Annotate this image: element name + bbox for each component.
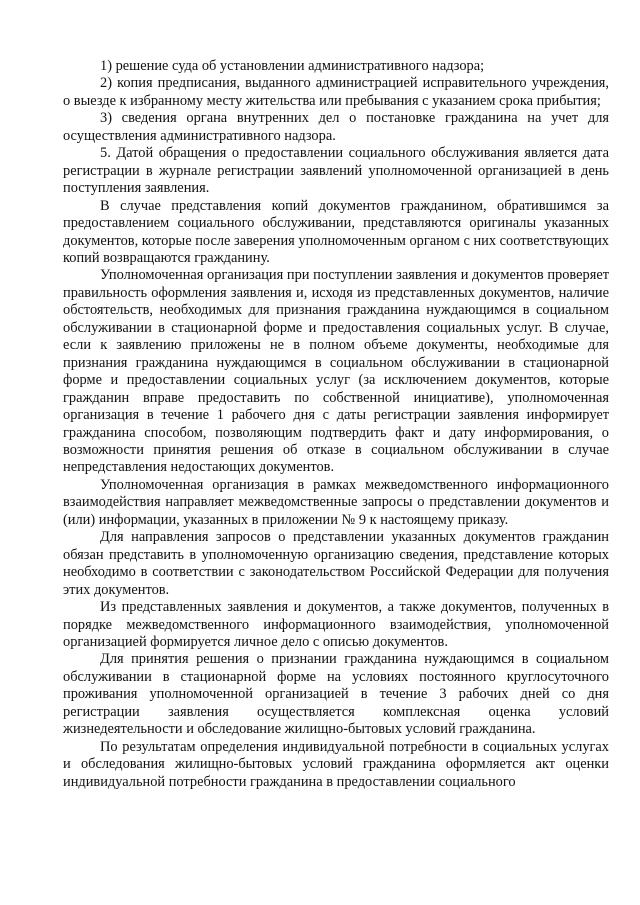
paragraph-4: 5. Датой обращения о предоставлении социального обслуживания является дата регистрации в журнале регистрации заявлений уполномоченной организацией в день поступления заявления. xyxy=(63,145,609,197)
document-page xyxy=(63,58,609,791)
paragraph-8: Для направления запросов о представлении указанных документов гражданин обязан представить в уполномоченную организацию сведения, представление которых необходимо в соответствии с законодательством Российской Федерации для получения этих документов. xyxy=(63,529,609,598)
paragraph-11: По результатам определения индивидуальной потребности в социальных услугах и обследования жилищно-бытовых условий гражданина оформляется акт оценки индивидуальной потребности гражданина в предоставлении социального xyxy=(63,738,609,790)
paragraph-5: В случае представления копий документов гражданином, обратившимся за предоставлением социального обслуживании, представляются оригиналы указанных документов, которые после заверения уполномоченным органом с них соответствующих копий возвращаются гражданину. xyxy=(63,197,609,266)
paragraph-9: Из представленных заявления и документов, а также документов, полученных в порядке межведомственного информационного взаимодействия, уполномоченной организацией формируется личное дело с описью документов. xyxy=(63,599,609,650)
paragraph-3: 3) сведения органа внутренних дел о постановке гражданина на учет для осуществления административного надзора. xyxy=(63,110,609,144)
paragraph-7: Уполномоченная организация в рамках межведомственного информационного взаимодействия направляет межведомственные запросы о представлении документов и (или) информации, указанных в приложении № 9 к настоящему приказу. xyxy=(63,476,609,528)
paragraph-10: Для принятия решения о признании гражданина нуждающимся в социальном обслуживании в стационарной форме на условиях постоянного круглосуточного проживания уполномоченной организацией в течение 3 рабочих дней со дня регистрации заявления осуществляется комплексная оценка условий жизнедеятельности и обследование жилищно-бытовых условий гражданина. xyxy=(63,651,609,738)
paragraph-6: Уполномоченная организация при поступлении заявления и документов проверяет правильность оформления заявления и, исходя из представленных документов, наличие обстоятельств, необходимых для признания гражданина нуждающимся в социальном обслуживании в стационарной форме и предоставления социальных услуг. В случае, если к заявлению приложены не в полном объеме документы, необходимые для признания гражданина нуждающимся в социальном обслуживании в стационарной форме и предоставлении социальных услуг (за исключением документов, которые гражданин вправе предоставить по собственной инициативе), уполномоченная организация в течение 1 рабочего дня с даты регистрации заявления информирует гражданина способом, позволяющим подтвердить факт и дату информирования, о возможности принятия решения об отказе в социальном обслуживании в случае непредставления недостающих документов. xyxy=(63,267,609,476)
paragraph-2: 2) копия предписания, выданного администрацией исправительного учреждения, о выезде к избранному месту жительства или пребывания с указанием срока прибытия; xyxy=(63,75,609,109)
paragraph-1: 1) решение суда об установлении административного надзора; xyxy=(100,58,485,74)
